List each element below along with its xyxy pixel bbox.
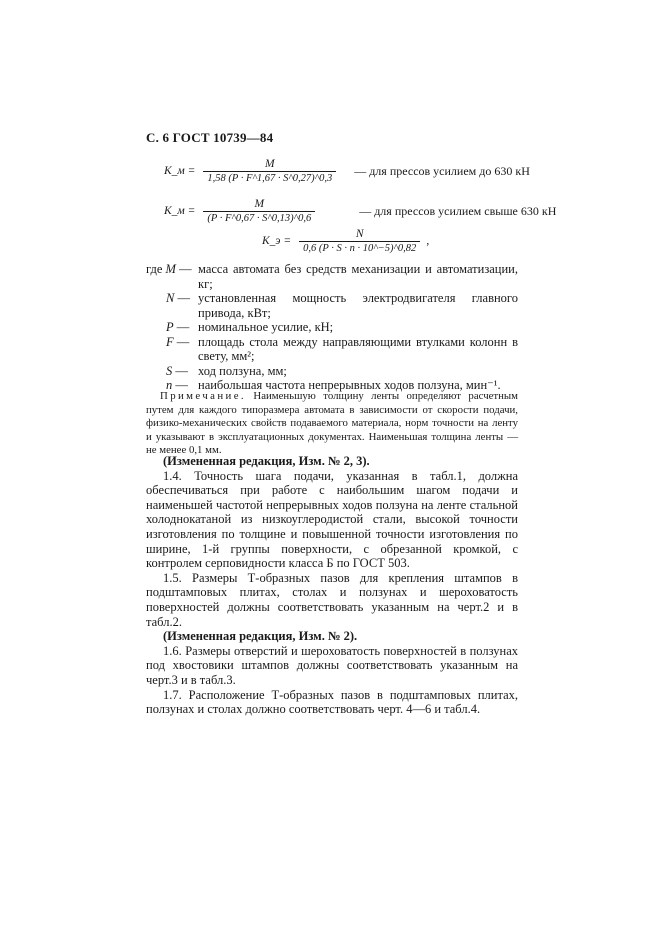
definition-symbol: N: [166, 291, 175, 305]
variable-definitions: [146, 262, 518, 393]
definition-symbol: S: [166, 363, 173, 378]
formula-km-over-630: [164, 198, 556, 224]
definition-symbol: P: [166, 320, 174, 334]
definition-dash: —: [179, 262, 192, 276]
formula-note: — для прессов усилием до 630 кН: [354, 163, 530, 178]
note-text: Наименьшую толщину ленты определяют расчетным путем для каждого типоразмера автомата в зависимости от скорости подачи, физико-механических свойств подаваемого материала, норм точности на ленту и указывают в эксплуатационных документах. Наименьшая толщина ленты — не менее 0,1 мм.: [146, 390, 518, 456]
paragraph-1-5: 1.5. Размеры Т-образных пазов для крепления штампов в подштамповых плитах, столах и ползунах и шероховатость поверхностей должны соответствовать указанным на черт.2 и в табл.2.: [146, 570, 518, 629]
definition-text: установленная мощность электродвигателя главного привода, кВт;: [198, 291, 518, 320]
formula-note: — для прессов усилием свыше 630 кН: [359, 203, 557, 218]
paragraph-1-7: 1.7. Расположение Т-образных пазов в подштамповых плитах, ползунах и столах должно соответствовать черт. 4—6 и табл.4.: [146, 687, 518, 717]
formula-numerator: N: [355, 228, 364, 240]
definition-text: наибольшая частота непрерывных ходов ползуна, мин⁻¹.: [198, 378, 501, 392]
formula-denominator: 1,58 (P · F^1,67 · S^0,27)^0,3: [203, 171, 336, 184]
formula-fraction: [299, 228, 420, 254]
formula-ke: [262, 228, 429, 254]
paragraph-1-6: 1.6. Размеры отверстий и шероховатость поверхностей в ползунах под хвостовики штампов должны соответствовать указанным на черт.3 и в табл.3.: [146, 643, 518, 687]
definition-text: ход ползуна, мм;: [198, 363, 287, 378]
note-label: Примечание.: [160, 390, 246, 402]
definition-row: [146, 320, 518, 335]
formula-denominator: 0,6 (P · S · n · 10^−5)^0,82: [299, 241, 420, 254]
definition-text: масса автомата без средств механизации и автоматизации, кг;: [198, 262, 518, 291]
formula-lhs: K_м =: [164, 165, 196, 177]
definition-row: [146, 291, 518, 320]
paragraph-1-4: 1.4. Точность шага подачи, указанная в табл.1, должна обеспечиваться при работе с наибольшим шагом подачи и наименьшей частотой непрерывных ходов ползуна на ленте стальной холоднокатаной из низкоуглеродистой стали, высокой точности изготовления по толщине и повышенной точности изготовления по ширине, 1-й группы поверхности, с обрезанной кромкой, с контролем серповидности класса Б по ГОСТ 503.: [146, 468, 518, 571]
formula-numerator: M: [265, 158, 275, 170]
definition-row: [146, 262, 518, 291]
definition-dash: —: [175, 378, 188, 392]
formula-km-up-to-630: [164, 158, 530, 184]
definition-text: площадь стола между направляющими втулками колонн в свету, мм²;: [198, 334, 518, 363]
formula-fraction: [203, 198, 315, 224]
definition-dash: —: [176, 334, 190, 349]
definition-symbol: M: [165, 262, 176, 276]
formula-lhs: K_м =: [164, 205, 196, 217]
definition-symbol: F: [166, 334, 174, 349]
definition-dash: —: [175, 363, 188, 378]
definition-row: [146, 364, 518, 379]
formula-numerator: M: [254, 198, 265, 210]
definition-dash: —: [176, 320, 190, 334]
definition-dash: —: [177, 291, 190, 305]
amendment-note: (Измененная редакция, Изм. № 2, 3).: [163, 454, 370, 468]
definition-prefix: где: [146, 262, 166, 276]
definition-symbol: n: [166, 378, 173, 392]
note-paragraph: [146, 390, 518, 458]
definition-text: номинальное усилие, кН;: [198, 320, 334, 334]
formula-tail: ,: [426, 235, 430, 247]
formula-denominator: (P · F^0,67 · S^0,13)^0,6: [203, 211, 315, 224]
formula-fraction: [203, 158, 336, 184]
definition-row: [146, 335, 518, 364]
body-text: [146, 454, 518, 717]
amendment-note: (Измененная редакция, Изм. № 2).: [163, 629, 358, 644]
page-header: С. 6 ГОСТ 10739—84: [146, 130, 274, 145]
formula-lhs: K_э =: [262, 235, 292, 247]
